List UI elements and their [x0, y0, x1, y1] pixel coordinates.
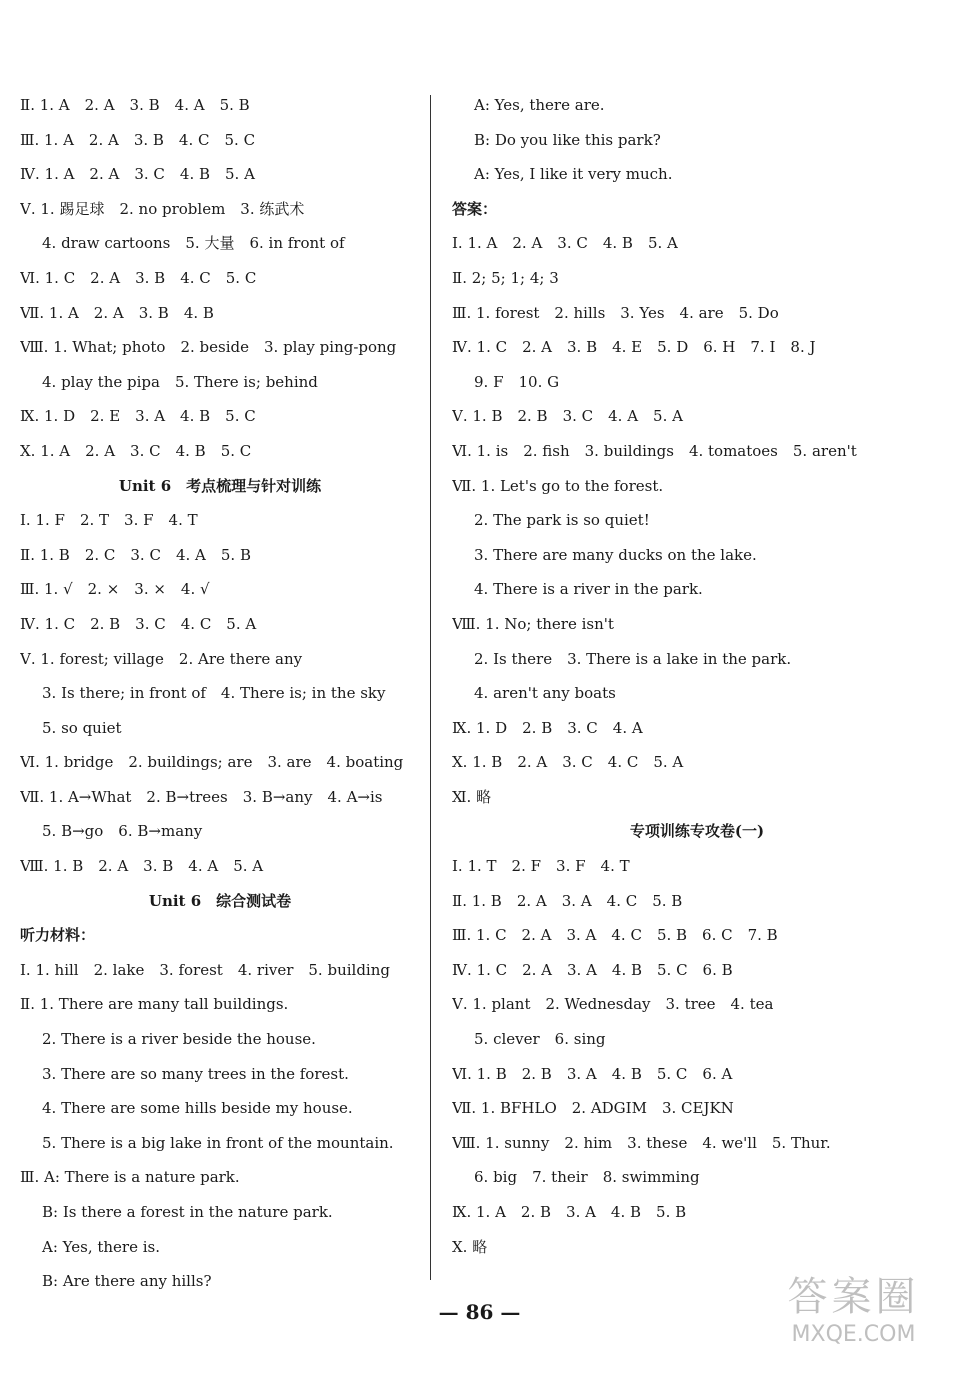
answer-line: Ⅱ. 1. B 2. A 3. A 4. C 5. B	[452, 891, 683, 910]
answer-line: 9. F 10. G	[474, 372, 560, 391]
answer-line: Ⅲ. 1. √ 2. × 3. × 4. √	[20, 580, 210, 599]
answer-line: Ⅷ. 1. No; there isn't	[452, 614, 614, 633]
answer-line: A: Yes, I like it very much.	[474, 165, 673, 184]
watermark-url: MXQE.COM	[791, 1322, 916, 1347]
answer-line: A: Yes, there are.	[474, 96, 605, 114]
answer-line: Ⅱ. 1. There are many tall buildings.	[20, 995, 289, 1014]
answer-line: 5. B→go 6. B→many	[42, 822, 203, 841]
answer-line: Ⅴ. 1. forest; village 2. Are there any	[20, 649, 303, 668]
answer-line: Ⅹ. 略	[452, 1237, 488, 1256]
answer-line: Ⅱ. 1. A 2. A 3. B 4. A 5. B	[20, 96, 250, 114]
answer-line: 4. play the pipa 5. There is; behind	[42, 372, 318, 391]
column-divider	[430, 95, 431, 1280]
answer-line: Ⅸ. 1. D 2. E 3. A 4. B 5. C	[20, 407, 256, 426]
answer-line: Ⅶ. 1. A 2. A 3. B 4. B	[20, 303, 214, 322]
answer-line: Ⅵ. 1. is 2. fish 3. buildings 4. tomatoes 5. aren't	[452, 441, 857, 460]
answer-line: 2. Is there 3. There is a lake in the park.	[474, 649, 792, 668]
answer-line: Ⅸ. 1. D 2. B 3. C 4. A	[452, 718, 643, 737]
answer-line: Ⅵ. 1. bridge 2. buildings; are 3. are 4. boating	[20, 753, 404, 772]
answer-line: Ⅲ. 1. A 2. A 3. B 4. C 5. C	[20, 130, 256, 149]
answer-line: Ⅹ. 1. A 2. A 3. C 4. B 5. C	[20, 441, 252, 460]
answer-line: Ⅰ. 1. F 2. T 3. F 4. T	[20, 511, 198, 530]
answer-line: Ⅹ. 1. B 2. A 3. C 4. C 5. A	[452, 753, 684, 772]
answer-line: Ⅴ. 1. 踢足球 2. no problem 3. 练武术	[20, 199, 305, 218]
section-heading: Unit 6 考点梳理与针对训练	[118, 476, 322, 495]
section-label: 答案：	[452, 199, 498, 218]
answer-line: Ⅰ. 1. T 2. F 3. F 4. T	[452, 857, 630, 876]
answer-line: Ⅱ. 2; 5; 1; 4; 3	[452, 268, 559, 287]
answer-line: 3. Is there; in front of 4. There is; in the sky	[42, 684, 386, 703]
answer-line: 5. There is a big lake in front of the mountain.	[42, 1133, 394, 1152]
answer-line: Ⅳ. 1. A 2. A 3. C 4. B 5. A	[20, 165, 255, 184]
answer-line: Ⅷ. 1. sunny 2. him 3. these 4. we'll 5. Thur.	[452, 1133, 831, 1152]
answer-line: Ⅺ. 略	[452, 787, 492, 806]
answer-line: A: Yes, there is.	[42, 1237, 161, 1256]
answer-line: Ⅰ. 1. hill 2. lake 3. forest 4. river 5. building	[20, 960, 390, 979]
answer-line: Ⅶ. 1. Let's go to the forest.	[452, 476, 664, 495]
answer-line: 4. draw cartoons 5. 大量 6. in front of	[42, 234, 345, 253]
answer-line: Ⅳ. 1. C 2. A 3. A 4. B 5. C 6. B	[452, 960, 733, 979]
answer-line: 6. big 7. their 8. swimming	[474, 1168, 700, 1187]
answer-line: Ⅵ. 1. B 2. B 3. A 4. B 5. C 6. A	[452, 1064, 733, 1083]
answer-line: 4. There is a river in the park.	[474, 580, 703, 599]
answer-line: B: Are there any hills?	[42, 1272, 212, 1291]
answer-line: Ⅵ. 1. C 2. A 3. B 4. C 5. C	[20, 268, 257, 287]
answer-line: Ⅳ. 1. C 2. A 3. B 4. E 5. D 6. H 7. I 8. J	[452, 338, 816, 357]
answer-line: Ⅴ. 1. plant 2. Wednesday 3. tree 4. tea	[452, 995, 774, 1014]
answer-line: Ⅲ. 1. C 2. A 3. A 4. C 5. B 6. C 7. B	[452, 926, 778, 945]
answer-line: Ⅸ. 1. A 2. B 3. A 4. B 5. B	[452, 1203, 687, 1221]
section-label: 听力材料：	[20, 926, 96, 945]
answer-line: 3. There are many ducks on the lake.	[474, 545, 757, 564]
answer-line: Ⅲ. A: There is a nature park.	[20, 1168, 240, 1187]
answer-line: Ⅱ. 1. B 2. C 3. C 4. A 5. B	[20, 545, 251, 564]
watermark-chinese: 答案圈	[787, 1274, 920, 1320]
watermark-logo	[766, 1274, 941, 1359]
answer-line: 3. There are so many trees in the forest.	[42, 1064, 349, 1083]
answer-line: B: Is there a forest in the nature park.	[42, 1203, 333, 1221]
answer-line: 4. There are some hills beside my house.	[42, 1099, 353, 1118]
answer-line: Ⅰ. 1. A 2. A 3. C 4. B 5. A	[452, 234, 678, 253]
answer-line: Ⅶ. 1. A→What 2. B→trees 3. B→any 4. A→is	[20, 787, 383, 806]
answer-line: Ⅲ. 1. forest 2. hills 3. Yes 4. are 5. Do	[452, 303, 779, 322]
answer-line: Ⅳ. 1. C 2. B 3. C 4. C 5. A	[20, 614, 257, 633]
answer-line: 5. clever 6. sing	[474, 1030, 606, 1049]
answer-line: Ⅴ. 1. B 2. B 3. C 4. A 5. A	[452, 407, 683, 426]
answer-line: 2. The park is so quiet!	[474, 511, 650, 530]
section-heading: 专项训练专攻卷(一)	[629, 822, 765, 841]
answer-line: 5. so quiet	[42, 718, 122, 737]
section-heading: Unit 6 综合测试卷	[148, 891, 292, 910]
answer-line: 4. aren't any boats	[474, 684, 616, 703]
page-number: — 86 —	[438, 1300, 521, 1324]
right-column	[452, 88, 942, 1264]
answer-line: Ⅷ. 1. What; photo 2. beside 3. play ping-pong	[20, 338, 397, 357]
answer-line: Ⅷ. 1. B 2. A 3. B 4. A 5. A	[20, 857, 264, 876]
left-column	[20, 88, 420, 1299]
answer-line: 2. There is a river beside the house.	[42, 1030, 316, 1049]
answer-line: B: Do you like this park?	[474, 130, 661, 149]
answer-line: Ⅶ. 1. BFHLO 2. ADGIM 3. CEJKN	[452, 1099, 734, 1118]
